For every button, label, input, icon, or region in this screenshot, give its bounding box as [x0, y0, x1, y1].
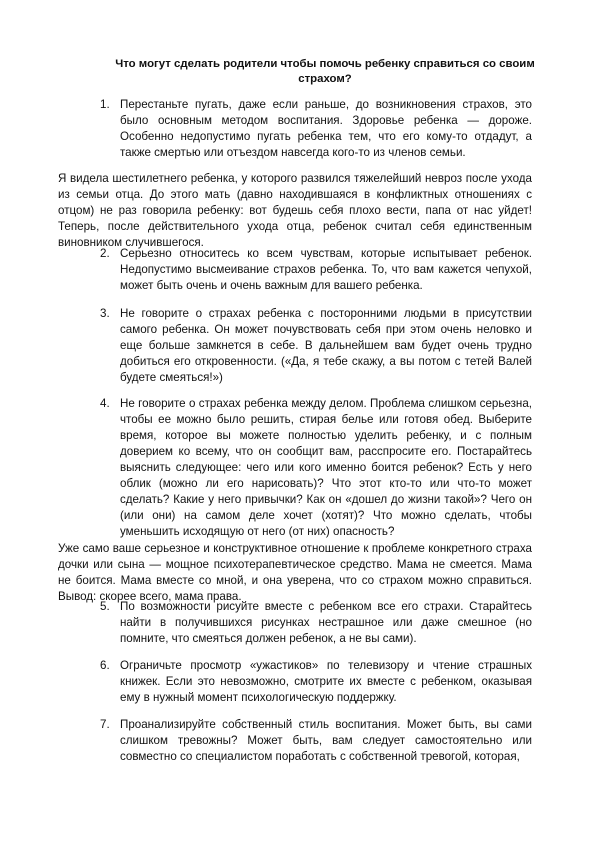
list-item-number: 7.: [100, 718, 110, 731]
list-item-text: Не говорите о страхах ребенка между делом. Проблема слишком серьезна, чтобы ее можно было решить, стирая белье или готовя обед. Выберите время, которое вы можете полностью уделить ребенку, и с полным доверием ко всему, что он сообщит вам, расспросите его. Постарайтесь выяснить следующее: чего или кого именно боится ребенок? Есть у него облик (можно ли его нарисовать)? Что этот кто-то или что-то может сделать? Какие у него привычки? Как он «дошел до жизни такой»? Чего он (или они) на самом деле хочет (хотят)? Что можно сделать, чтобы уменьшить исходящую от него (от них) опасность?: [120, 397, 532, 538]
list-item-text: Ограничьте просмотр «ужастиков» по телевизору и чтение страшных книжек. Если это невозможно, смотрите их вместе с ребенком, оказывая ему в нужный момент психологическую поддержку.: [120, 659, 532, 704]
list-item-number: 3.: [100, 307, 110, 320]
list-item-number: 4.: [100, 397, 110, 410]
list-item-1: [100, 97, 532, 161]
list-item-text: Не говорите о страхах ребенка с посторонними людьми в присутствии самого ребенка. Он может почувствовать себя при этом очень неловко и еще больше замкнется в себе. В дальнейшем вам будет очень трудно добиться его откровенности. («Да, я тебе скажу, а вы потом с тетей Валей будете смеяться!»): [120, 307, 532, 384]
list-item-text: По возможности рисуйте вместе с ребенком все его страхи. Старайтесь найти в получившихся рисунках нестрашное или даже смешное (но помните, что смеяться должен ребенок, а не вы сами).: [120, 600, 532, 645]
paragraph-2: Уже само ваше серьезное и конструктивное отношение к проблеме конкретного страха дочки или сына — мощное психотерапевтическое средство. Мама не смеется. Мама не боится. Мама вместе со мной, и она уверена, что со страхом можно справиться. Вывод: скорее всего, мама права.: [58, 542, 532, 603]
page-title: Что могут сделать родители чтобы помочь ребенку справиться со своим страхом?: [115, 58, 535, 85]
list-item-5: [100, 599, 532, 647]
list-item-4: [100, 396, 532, 540]
list-item-number: 5.: [100, 600, 110, 613]
list-item-text: Серьезно относитесь ко всем чувствам, которые испытывает ребенок. Недопустимо высмеивание страхов ребенка. То, что вам кажется чепухой, может быть очень и очень важным для вашего ребенка.: [120, 247, 532, 292]
list-item-3: [100, 306, 532, 386]
list-item-2: [100, 246, 532, 294]
list-item-7: [100, 717, 532, 765]
list-item-text: Проанализируйте собственный стиль воспитания. Может быть, вы сами слишком тревожны? Может быть, вам следует самостоятельно или совместно со специалистом поработать с собственной тревогой, которая,: [120, 718, 532, 763]
list-item-number: 6.: [100, 659, 110, 672]
list-item-number: 1.: [100, 98, 110, 111]
list-item-number: 2.: [100, 247, 110, 260]
list-item-text: Перестаньте пугать, даже если раньше, до возникновения страхов, это было основным методом воспитания. Здоровье ребенка — дороже. Особенно недопустимо пугать ребенка тем, что его кому-то отдадут, а также смертью или отъездом навсегда кого-то из членов семьи.: [120, 98, 532, 159]
list-item-6: [100, 658, 532, 706]
paragraph-1: Я видела шестилетнего ребенка, у которого развился тяжелейший невроз после ухода из семьи отца. До этого мать (давно находившаяся в конфликтных отношениях с отцом) не раз говорила ребенку: вот будешь себя плохо вести, папа от нас уйдет! Теперь, после действительного ухода отца, ребенок считал себя единственным виновником случившегося.: [58, 172, 532, 249]
